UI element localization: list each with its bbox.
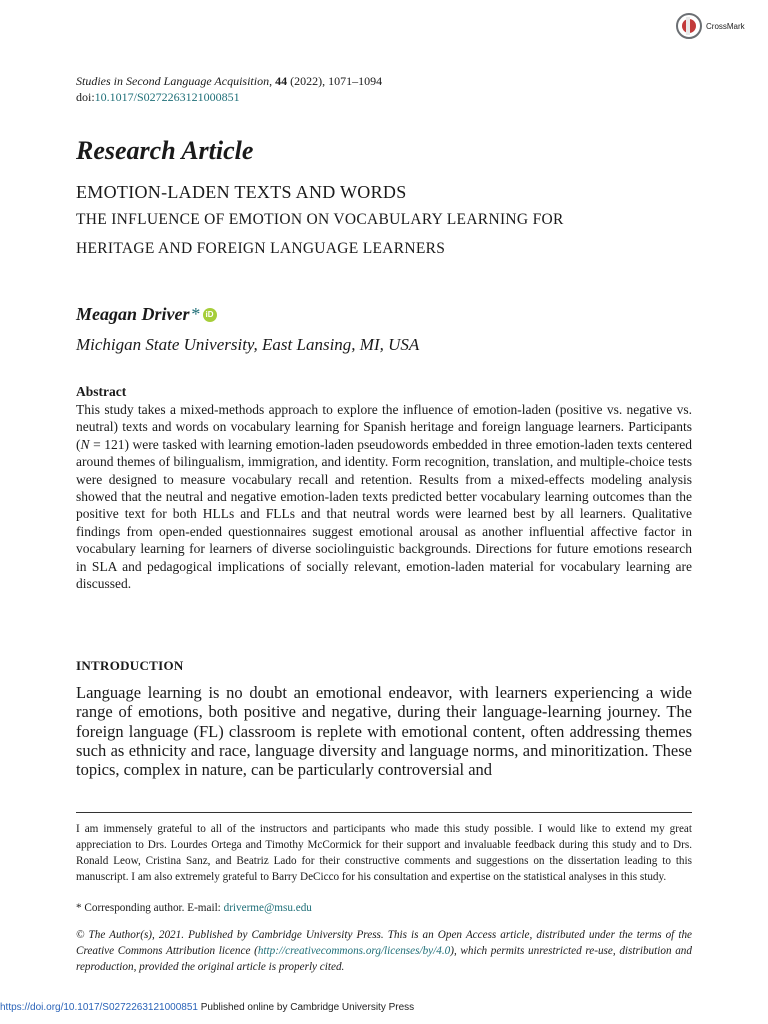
abstract-heading: Abstract [76,384,127,399]
article-subtitle-line-1: THE INFLUENCE OF EMOTION ON VOCABULARY LEARNING FOR [76,211,564,228]
footnote-divider [76,812,692,813]
author-name: Meagan Driver [76,304,190,324]
corresponding-author-footnote [76,900,312,916]
journal-year-pages: (2022), 1071–1094 [287,74,383,88]
crossmark-badge[interactable] [676,12,745,40]
journal-citation: Studies in Second Language Acquisition, 44 (2022), 1071–1094 [76,74,383,88]
author-affiliation: Michigan State University, East Lansing, MI, USA [76,335,420,354]
abstract-text [76,401,692,592]
introduction-heading: INTRODUCTION [76,658,184,673]
author-email-link[interactable]: driverme@msu.edu [223,902,312,914]
corresponding-author-prefix: * Corresponding author. E-mail: [76,902,224,914]
doi-line [76,90,240,105]
article-subtitle-line-2: HERITAGE AND FOREIGN LANGUAGE LEARNERS [76,240,446,257]
doi-prefix: doi: [76,90,95,104]
abstract-text-part-1: This study takes a mixed-methods approach to explore the influence of emotion-laden (positive vs. negative vs. neutral) texts and words on vocabulary learning for Spanish heritage and foreign language learners. Participants ( [76,402,692,452]
crossmark-icon [676,13,702,39]
acknowledgment-footnote: I am immensely grateful to all of the instructors and participants who made this study possible. I would like to extend my great appreciation to Drs. Lourdes Ortega and Timothy McCormick for their support and invaluable feedback during this study and to Drs. Ronald Leow, Cristina Sanz, and Beatriz Lado for their constructive comments and suggestions on the dissertation leading to this manuscript. I am also extremely grateful to Barry DeCicco for his consultation and expertise on the statistical analyses in this study. [76,823,692,883]
publisher-footer [0,1002,414,1013]
introduction-text: Language learning is no doubt an emotional endeavor, with learners experiencing a wide range of emotions, both positive and negative, during their language-learning journey. The foreign language (FL) classroom is replete with emotional content, often addressing themes such as ethnicity and race, language diversity and language norms, and minoritization. These topics, complex in nature, can be particularly controversial and [76,683,692,780]
license-url-link[interactable]: http://creativecommons.org/licenses/by/4.0 [257,945,451,957]
abstract-n-symbol: N [80,436,90,452]
orcid-icon[interactable]: iD [203,308,217,322]
footer-published-text: Published online by Cambridge University Press [197,1002,415,1013]
abstract-text-part-2: = 121) were tasked with learning emotion-laden pseudowords embedded in three emotion-laden texts centered around themes of bilingualism, immigration, and identity. Form recognition, translation, and multiple-choice tests were designed to measure vocabulary recall and retention. Results from a mixed-effects modeling analysis showed that the neutral and negative emotion-laden texts predicted better vocabulary learning outcomes than the positive text for both HLLs and FLLs and that neutral words were learned best by all learners. Qualitative findings from open-ended questionnaires suggest emotional arousal as another influential affective factor in vocabulary learning for learners of diverse sociolinguistic backgrounds. Directions for future emotions research in SLA and pedagogical implications of socially relevant, emotion-laden material for vocabulary learning are discussed. [76,436,692,592]
license-text-part-1: © The Author(s), 2021. Published by Cambridge University Press. This is an Open Access article, distributed under the terms of the Creative Commons Attribution licence ( [76,929,692,957]
footer-doi-link[interactable]: https://doi.org/10.1017/S0272263121000851 [0,1002,198,1013]
license-text-part-2: ), which permits unrestricted re-use, distribution and reproduction, provided the original article is properly cited. [76,945,692,973]
corresponding-author-marker[interactable]: * [190,304,200,324]
doi-link[interactable]: 10.1017/S0272263121000851 [94,90,240,104]
journal-name: Studies in Second Language Acquisition [76,74,270,88]
crossmark-label: CrossMark [706,21,745,31]
article-title: EMOTION-LADEN TEXTS AND WORDS [76,182,407,202]
journal-volume: 44 [275,74,288,88]
article-type: Research Article [76,136,254,165]
author-line [76,304,217,325]
license-statement [76,927,692,975]
